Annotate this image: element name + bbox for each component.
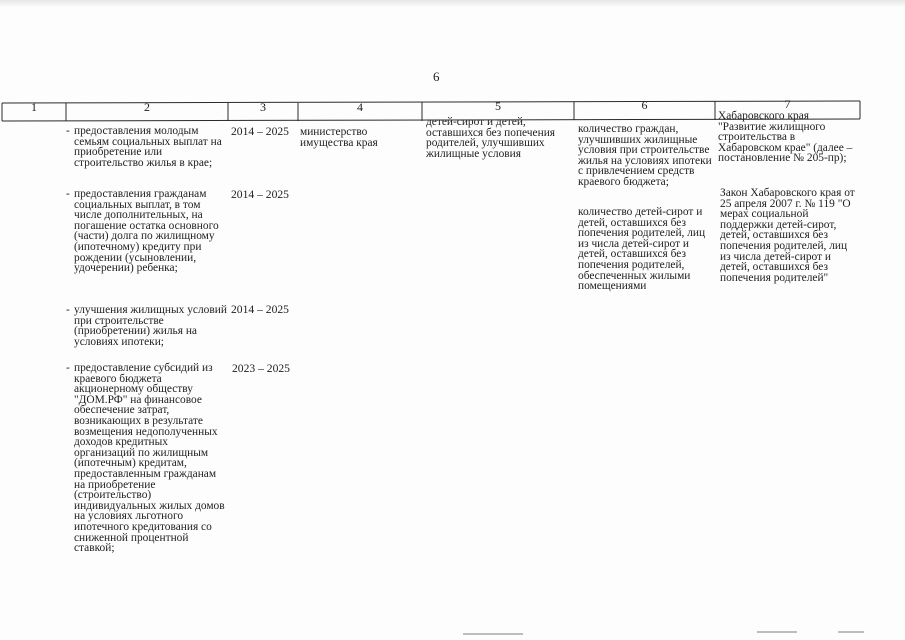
col6-indicator-2: количество детей-сирот и детей, оставшихся без попечения родителей, лиц из числа детей-сирот и детей, оставшихся без попечения родителей, обеспеченных жилыми помещениями (578, 206, 706, 293)
col2-item-text: предоставления гражданам социальных выплат, в том числе дополнительных, на погашение остатка основного (части) долга по жилищному (ипотечному) кредиту при рождении (усыновлении, удочерении) ребенка; (74, 188, 219, 275)
col3-period-3: 2014 – 2025 (231, 303, 289, 316)
col3-period-1: 2014 – 2025 (231, 125, 289, 138)
header-col-4: 4 (357, 100, 363, 114)
col6-indicator-1: количество граждан, улучшивших жилищные условия при строительстве жилья на условиях ипотеки с привлечением средств краевого бюджета; (578, 123, 712, 188)
header-col-3: 3 (260, 100, 266, 114)
col7-basis-2: Закон Хабаровского края от 25 апреля 2007 г. № 119 "О мерах социальной поддержки детей-сирот, детей, оставшихся без попечения родителей, лиц из числа детей-сирот и детей, оставшихся без попечения родителей" (720, 187, 855, 284)
col2-item-text: улучшения жилищных условий при строительстве (приобретении) жилья на условиях ипотеки; (74, 304, 227, 348)
scan-mark (838, 631, 864, 633)
header-col-7: 7 (784, 97, 791, 111)
col4-executor: министерство имущества края (300, 126, 378, 149)
page-number: 6 (433, 69, 440, 84)
col2-item-text: предоставление субсидий из краевого бюджета акционерному обществу "ДОМ.РФ" на финансовое обеспечение затрат, возникающих в результате возмещения недополученных доходов кредитных организаций по жилищным (ипотечным) кредитам, предоставленным гражданам на приобретение (строительство) индивидуальных жилых домов на условиях льготного ипотечного кредитования со сниженной процентной ставкой; (74, 362, 225, 555)
col2-item-4: - предоставление субсидий из краевого бюджета акционерному обществу "ДОМ.РФ" на финансовое обеспечение затрат, возникающих в результате возмещения недополученных доходов кредитных организаций по жилищным (ипотечным) кредитам, предоставленным гражданам на приобретение (строительство) индивидуальных жилых домов на условиях льготного ипотечного кредитования со сниженной процентной ставкой; (66, 363, 228, 554)
header-col-1: 1 (31, 100, 37, 114)
col7-basis-1: Хабаровского края "Развитие жилищного строительства в Хабаровском крае" (далее – постановление № 205-пр); (718, 110, 853, 165)
col2-item-text: предоставления молодым семьям социальных выплат на приобретение или строительство жилья в крае; (74, 125, 222, 169)
col3-period-4: 2023 – 2025 (232, 362, 290, 375)
col2-item-3: - улучшения жилищных условий при строительстве (приобретении) жилья на условиях ипотеки; (66, 304, 227, 348)
header-col-5: 5 (495, 99, 501, 113)
scan-mark (757, 631, 797, 633)
scan-mark (463, 633, 523, 635)
col2-item-2: - предоставления гражданам социальных выплат, в том числе дополнительных, на погашение остатка основного (части) долга по жилищному (ипотечному) кредиту при рождении (усыновлении, удочерении) ребенка; (66, 189, 228, 274)
col5-result: детей-сирот и детей, оставшихся без попечения родителей, улучшивших жилищные условия (426, 116, 556, 160)
header-col-2: 2 (144, 100, 150, 114)
header-col-6: 6 (641, 98, 648, 112)
col2-item-1: - предоставления молодым семьям социальных выплат на приобретение или строительство жилья в крае; (66, 126, 228, 168)
col3-period-2: 2014 – 2025 (231, 188, 289, 201)
